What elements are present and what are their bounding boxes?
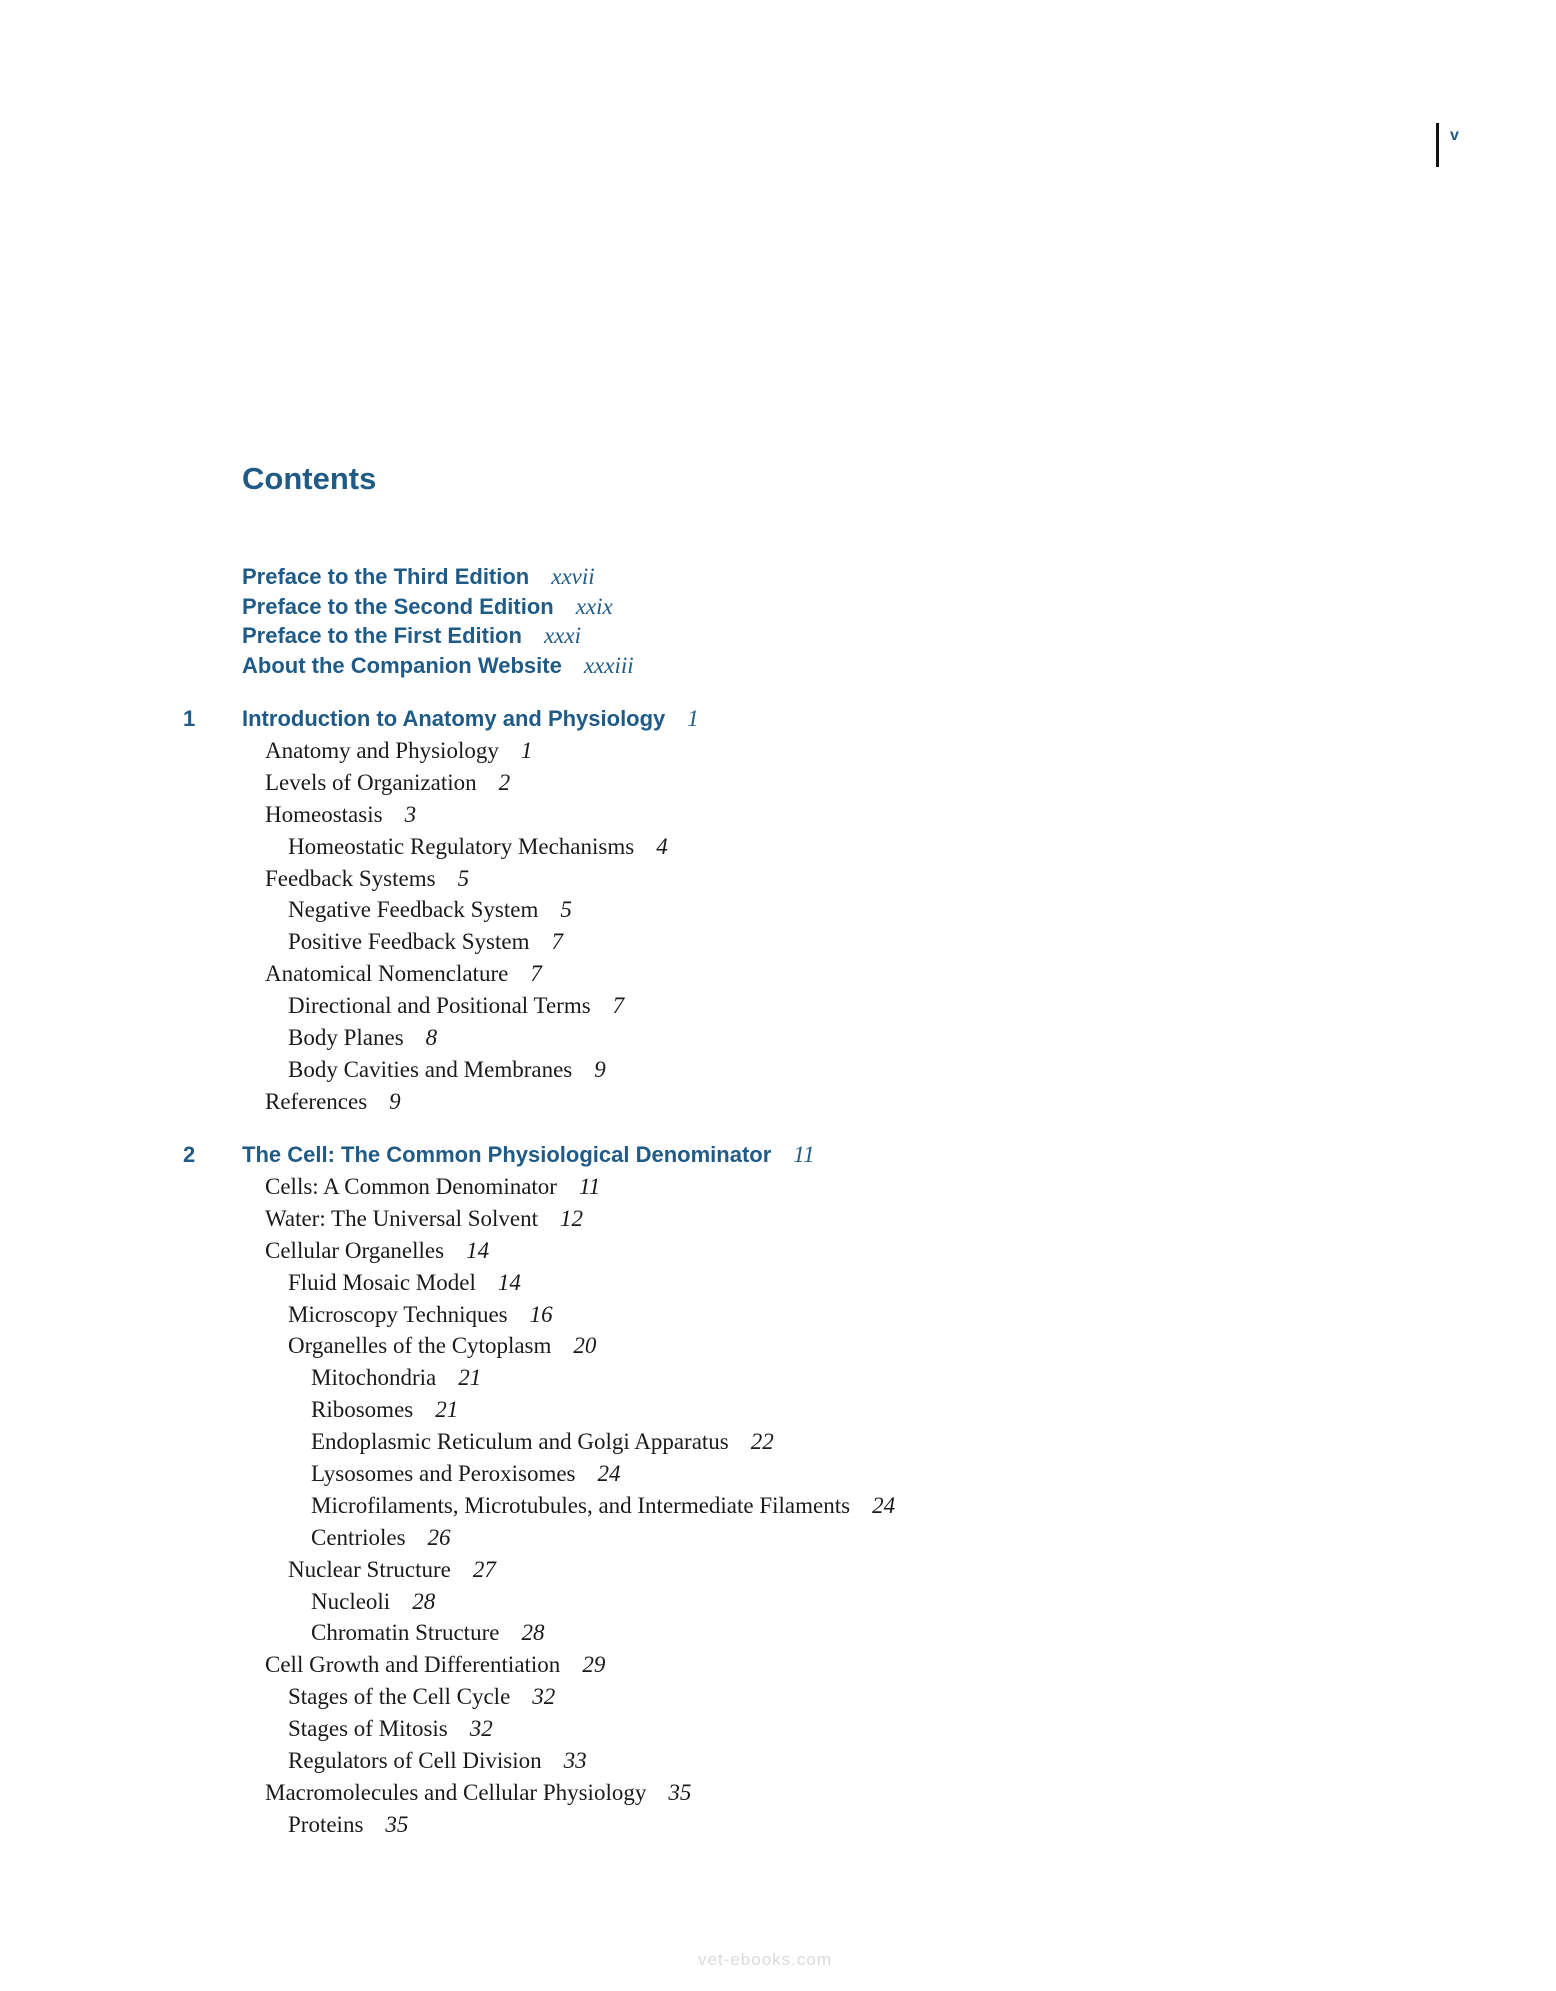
toc-entry-label: Fluid Mosaic Model	[288, 1269, 476, 1295]
toc-entry-label: Body Cavities and Membranes	[288, 1056, 573, 1082]
chapter-number: 2	[183, 1142, 196, 1167]
front-matter-item[interactable]	[242, 562, 634, 592]
toc-entry[interactable]	[0, 1490, 1556, 1522]
toc-entry[interactable]	[0, 1586, 1556, 1618]
toc-entry-page: 7	[551, 929, 563, 955]
toc-entry-label: Microfilaments, Microtubules, and Intermediate Filaments	[311, 1492, 851, 1518]
toc-entry[interactable]	[0, 1617, 1556, 1649]
toc-entry-page: 35	[385, 1811, 409, 1837]
front-matter-page: xxix	[575, 593, 613, 619]
toc-entry-page: 3	[404, 801, 417, 827]
toc-entry-label: Proteins	[288, 1811, 364, 1837]
toc-entry-page: 27	[472, 1556, 496, 1582]
front-matter-item[interactable]	[242, 651, 634, 681]
chapter-title: Introduction to Anatomy and Physiology	[242, 706, 666, 731]
front-matter-item[interactable]	[242, 621, 634, 651]
toc-entry-page: 32	[532, 1684, 556, 1710]
front-matter-page: xxvii	[551, 564, 595, 589]
chapter-title: The Cell: The Common Physiological Denominator	[242, 1142, 772, 1167]
toc-entry-page: 33	[563, 1748, 587, 1774]
toc-entry-page: 8	[425, 1025, 438, 1051]
chapter-title-line	[242, 1139, 815, 1174]
toc-entry[interactable]	[0, 735, 1556, 767]
toc-entry-label: Stages of Mitosis	[288, 1716, 448, 1742]
toc-entry-page: 5	[457, 865, 470, 891]
toc-entry[interactable]	[0, 1713, 1556, 1745]
toc-entry-label: Nuclear Structure	[288, 1556, 451, 1582]
toc-entry-page: 35	[668, 1779, 692, 1805]
toc-entry-page: 21	[458, 1365, 482, 1391]
front-matter-label: Preface to the First Edition	[242, 623, 522, 648]
toc-entry[interactable]	[0, 1745, 1556, 1777]
toc-entry[interactable]	[0, 1394, 1556, 1426]
toc-entry-label: Negative Feedback System	[288, 897, 539, 923]
chapter-number: 1	[183, 706, 196, 731]
toc-entry-page: 9	[389, 1088, 401, 1114]
toc-entry-page: 24	[872, 1492, 896, 1518]
chapter-page: 11	[793, 1142, 815, 1167]
watermark: vet-ebooks.com	[698, 1950, 832, 1969]
toc-entry[interactable]	[0, 1299, 1556, 1331]
toc-entry-label: Ribosomes	[311, 1397, 414, 1423]
toc-entry-label: Water: The Universal Solvent	[265, 1205, 539, 1231]
front-matter-page: xxxi	[543, 623, 581, 648]
toc-entry-label: Anatomy and Physiology	[265, 738, 499, 763]
toc-entry-page: 32	[469, 1716, 493, 1742]
toc-entry[interactable]	[0, 1681, 1556, 1713]
toc-entry-page: 9	[594, 1056, 606, 1082]
toc-entry-page: 21	[435, 1397, 459, 1423]
toc-entry[interactable]	[0, 1554, 1556, 1586]
toc-entry-label: Organelles of the Cytoplasm	[288, 1333, 552, 1359]
toc-entry-page: 16	[529, 1301, 553, 1327]
toc-entry[interactable]	[0, 799, 1556, 831]
toc-entry-page: 22	[750, 1429, 774, 1455]
chapter-page: 1	[687, 706, 699, 731]
toc-entry-page: 4	[656, 833, 668, 859]
toc-entry-label: Cells: A Common Denominator	[265, 1174, 557, 1199]
page-marker-bar	[1436, 123, 1439, 167]
toc-entry-label: References	[265, 1088, 368, 1114]
toc-entry-label: Stages of the Cell Cycle	[288, 1684, 511, 1710]
toc-entry-label: Levels of Organization	[265, 769, 477, 795]
toc-entry-page: 1	[520, 738, 533, 763]
front-matter-page: xxxiii	[583, 652, 634, 678]
toc-entry-label: Body Planes	[288, 1025, 404, 1051]
toc-entry[interactable]	[0, 894, 1556, 926]
toc-entry-page: 11	[578, 1174, 601, 1199]
toc-entry-label: Macromolecules and Cellular Physiology	[265, 1779, 647, 1805]
toc-entry-page: 28	[412, 1588, 436, 1614]
toc-entry[interactable]	[0, 990, 1556, 1022]
toc-entry[interactable]	[0, 1086, 1556, 1118]
chapter-entries	[0, 735, 1556, 1118]
toc-entry-page: 26	[427, 1524, 451, 1550]
toc-entry-label: Homeostasis	[265, 801, 383, 827]
toc-entry[interactable]	[0, 1649, 1556, 1681]
toc-entry-label: Directional and Positional Terms	[288, 993, 591, 1019]
toc-entry-label: Microscopy Techniques	[288, 1301, 508, 1327]
toc-entry-label: Chromatin Structure	[311, 1620, 500, 1646]
page-title: Contents	[242, 461, 377, 496]
toc-entry[interactable]	[0, 1203, 1556, 1235]
toc-entry-label: Homeostatic Regulatory Mechanisms	[288, 833, 635, 859]
toc-entry-page: 7	[612, 993, 625, 1019]
toc-entry[interactable]	[0, 1426, 1556, 1458]
toc-entry-page: 29	[582, 1652, 606, 1678]
toc-entry-page: 12	[560, 1205, 584, 1231]
toc-entry-label: Nucleoli	[311, 1588, 391, 1614]
toc-entry-page: 20	[573, 1333, 597, 1359]
toc-entry[interactable]	[0, 1054, 1556, 1086]
chapter-title-line	[242, 703, 699, 738]
toc-entry[interactable]	[0, 1235, 1556, 1267]
toc-entry-page: 14	[466, 1237, 490, 1263]
front-matter-label: About the Companion Website	[242, 652, 562, 678]
toc-entry[interactable]	[0, 1777, 1556, 1809]
toc-entry-page: 28	[521, 1620, 545, 1646]
chapter-2-section	[0, 1139, 1556, 1841]
page-number: v	[1450, 127, 1459, 144]
front-matter-label: Preface to the Third Edition	[242, 564, 530, 589]
toc-entry-label: Endoplasmic Reticulum and Golgi Apparatus	[311, 1429, 729, 1455]
chapter-heading[interactable]	[0, 1139, 1556, 1171]
toc-entry-label: Positive Feedback System	[288, 929, 530, 955]
toc-entry[interactable]	[0, 1362, 1556, 1394]
chapter-1-section	[0, 703, 1556, 1118]
toc-entry-label: Mitochondria	[311, 1365, 437, 1391]
toc-entry[interactable]	[0, 863, 1556, 895]
front-matter-list	[242, 562, 634, 680]
toc-entry-page: 14	[497, 1269, 521, 1295]
chapter-heading[interactable]	[0, 703, 1556, 735]
toc-entry-label: Cellular Organelles	[265, 1237, 445, 1263]
toc-entry-page: 24	[597, 1461, 621, 1487]
toc-entry[interactable]	[0, 1171, 1556, 1203]
toc-entry-page: 2	[498, 769, 511, 795]
toc-entry[interactable]	[0, 1330, 1556, 1362]
toc-entry[interactable]	[0, 831, 1556, 863]
toc-entry-page: 7	[530, 961, 542, 987]
toc-entry-label: Lysosomes and Peroxisomes	[311, 1461, 576, 1487]
toc-entry[interactable]	[0, 1458, 1556, 1490]
toc-entry[interactable]	[0, 958, 1556, 990]
front-matter-item[interactable]	[242, 592, 634, 622]
toc-entry[interactable]	[0, 926, 1556, 958]
toc-entry[interactable]	[0, 1267, 1556, 1299]
toc-entry-label: Feedback Systems	[265, 865, 436, 891]
toc-entry[interactable]	[0, 1522, 1556, 1554]
toc-entry[interactable]	[0, 1809, 1556, 1841]
toc-entry[interactable]	[0, 1022, 1556, 1054]
front-matter-label: Preface to the Second Edition	[242, 593, 554, 619]
toc-entry-label: Centrioles	[311, 1524, 406, 1550]
toc-entry-label: Cell Growth and Differentiation	[265, 1652, 561, 1678]
toc-entry-label: Anatomical Nomenclature	[265, 961, 509, 987]
toc-entry-page: 5	[560, 897, 572, 923]
chapter-entries	[0, 1171, 1556, 1841]
toc-entry[interactable]	[0, 767, 1556, 799]
toc-entry-label: Regulators of Cell Division	[288, 1748, 542, 1774]
